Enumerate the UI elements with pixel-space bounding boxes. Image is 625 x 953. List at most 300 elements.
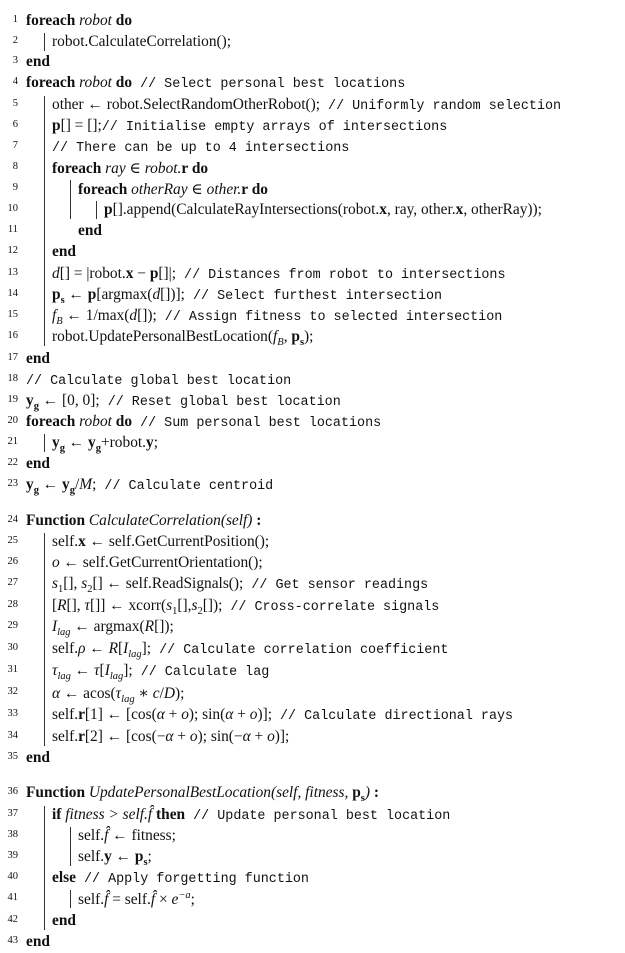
code-token: = self. bbox=[108, 891, 151, 909]
keyword-text: g bbox=[59, 443, 65, 455]
keyword-text: do bbox=[111, 413, 133, 430]
code-token: D bbox=[163, 685, 175, 702]
code-token: f bbox=[272, 328, 278, 345]
keyword-text: end bbox=[26, 350, 50, 367]
code-token: f̂ bbox=[150, 891, 156, 909]
code-line bbox=[0, 911, 625, 932]
comment-text: // Reset global best location bbox=[99, 395, 341, 410]
keyword-text: p bbox=[291, 328, 300, 345]
code-token: robot.UpdatePersonalBestLocation( bbox=[52, 328, 273, 345]
code-token: I bbox=[104, 662, 110, 679]
code-token: lag bbox=[121, 694, 135, 706]
code-token: [1] ← [cos( bbox=[84, 706, 157, 723]
comment-text: // Sum personal best locations bbox=[132, 416, 382, 431]
code-line bbox=[0, 847, 625, 868]
code-token: o bbox=[267, 728, 275, 745]
code-line bbox=[0, 391, 625, 412]
keyword-text: y bbox=[146, 434, 154, 451]
keyword-text: p bbox=[134, 848, 144, 865]
code-line bbox=[0, 475, 625, 496]
code-token: fitness > self.f̂ bbox=[65, 806, 153, 823]
code-text bbox=[52, 307, 502, 327]
comment-text: // Select furthest intersection bbox=[184, 289, 443, 304]
code-text bbox=[104, 201, 542, 219]
code-token: α bbox=[52, 685, 61, 702]
code-text bbox=[52, 159, 208, 178]
code-line bbox=[0, 116, 625, 137]
keyword-text: end bbox=[26, 749, 50, 766]
line-number: 16 bbox=[7, 330, 18, 341]
keyword-text: g bbox=[33, 401, 39, 413]
line-number: 30 bbox=[7, 642, 18, 653]
code-token: / bbox=[159, 685, 164, 702]
code-line bbox=[0, 32, 625, 53]
code-token: )]; bbox=[274, 728, 290, 745]
code-token: ; bbox=[147, 848, 152, 865]
keyword-text: p bbox=[104, 201, 113, 218]
code-line bbox=[0, 285, 625, 306]
keyword-text: y bbox=[26, 392, 34, 409]
line-number: 8 bbox=[12, 161, 18, 172]
code-token: ← self.GetCurrentOrientation(); bbox=[59, 554, 263, 571]
code-token: s bbox=[52, 575, 58, 592]
code-token: [], bbox=[177, 597, 192, 614]
code-token: UpdatePersonalBestLocation(self, fitness, bbox=[88, 784, 353, 801]
code-token: + bbox=[164, 706, 182, 723]
code-text bbox=[26, 350, 50, 368]
code-token: − bbox=[133, 265, 150, 282]
code-token: []); bbox=[154, 618, 174, 635]
code-line bbox=[0, 221, 625, 242]
line-number: 11 bbox=[7, 224, 18, 235]
code-token: ]; bbox=[123, 662, 133, 679]
code-line bbox=[0, 11, 625, 32]
code-token: d bbox=[129, 307, 138, 324]
keyword-text: p bbox=[352, 784, 361, 801]
code-text bbox=[52, 138, 349, 156]
comment-text: // Update personal best location bbox=[185, 809, 451, 824]
code-token: +robot. bbox=[101, 434, 147, 451]
comment-text: // There can be up to 4 intersections bbox=[52, 141, 350, 156]
code-token: ← self.GetCurrentPosition(); bbox=[85, 533, 270, 550]
code-text bbox=[52, 869, 309, 887]
code-token: ); sin( bbox=[188, 706, 226, 723]
line-number: 24 bbox=[7, 514, 18, 525]
keyword-text: do bbox=[111, 12, 133, 29]
code-text bbox=[52, 684, 184, 705]
keyword-text: p bbox=[52, 117, 61, 134]
keyword-text: Function bbox=[26, 512, 89, 529]
code-token: + bbox=[233, 706, 250, 723]
code-token: ← bbox=[111, 848, 135, 865]
line-number: 3 bbox=[12, 55, 18, 66]
code-token: ← 1/max( bbox=[62, 307, 130, 324]
code-line bbox=[0, 137, 625, 158]
code-token: R bbox=[108, 640, 118, 657]
comment-text: // Cross-correlate signals bbox=[222, 600, 440, 615]
code-token: []|; bbox=[158, 265, 177, 282]
code-line bbox=[0, 370, 625, 391]
code-token: τ bbox=[84, 597, 91, 614]
comment-text: // Calculate centroid bbox=[96, 479, 274, 494]
keyword-text: foreach bbox=[26, 413, 80, 430]
comment-text: // Initialise empty arrays of intersections bbox=[101, 120, 448, 135]
keyword-text: end bbox=[78, 222, 102, 239]
code-text bbox=[78, 890, 195, 909]
code-text bbox=[52, 265, 505, 283]
code-token: d bbox=[52, 265, 60, 282]
code-token: f̂ bbox=[104, 827, 109, 844]
code-text bbox=[52, 597, 439, 617]
keyword-text: s bbox=[60, 295, 65, 307]
code-token: robot. bbox=[144, 160, 182, 177]
code-token: τ bbox=[52, 662, 58, 679]
line-number: 14 bbox=[7, 288, 18, 299]
line-number: 41 bbox=[7, 892, 18, 903]
code-token: α bbox=[242, 728, 251, 745]
code-token: other. bbox=[206, 181, 242, 198]
code-token: × bbox=[155, 891, 172, 909]
code-line bbox=[0, 306, 625, 327]
keyword-text: : bbox=[369, 784, 379, 801]
code-text bbox=[52, 434, 158, 454]
code-token: [].append(CalculateRayIntersections(robot. bbox=[112, 201, 380, 218]
code-text bbox=[52, 117, 447, 135]
line-number: 4 bbox=[12, 76, 18, 87]
line-number: 6 bbox=[12, 119, 18, 130]
keyword-text: s bbox=[143, 857, 148, 869]
code-token: ← bbox=[38, 476, 63, 493]
code-token: 1 bbox=[58, 584, 64, 596]
keyword-text: p bbox=[149, 265, 159, 282]
line-number: 42 bbox=[7, 914, 18, 925]
code-token: []); bbox=[137, 307, 157, 324]
code-text bbox=[78, 827, 176, 845]
code-text bbox=[26, 512, 261, 530]
code-text bbox=[52, 554, 263, 572]
line-number: 34 bbox=[7, 730, 18, 741]
line-number: 10 bbox=[7, 203, 18, 214]
code-token: B bbox=[277, 337, 284, 349]
code-token: τ bbox=[94, 662, 100, 679]
line-number: 2 bbox=[12, 35, 18, 46]
code-token: ← bbox=[64, 286, 88, 303]
code-token: ← bbox=[85, 640, 109, 657]
code-text bbox=[26, 392, 341, 412]
keyword-text: y bbox=[52, 434, 60, 451]
code-text bbox=[78, 222, 102, 240]
code-token: f bbox=[52, 307, 57, 324]
code-line bbox=[0, 511, 625, 532]
line-number: 35 bbox=[7, 751, 18, 762]
code-token: ∗ bbox=[134, 685, 153, 702]
code-token: lag bbox=[57, 671, 71, 683]
code-token: R bbox=[144, 618, 155, 635]
code-line bbox=[0, 683, 625, 704]
code-text bbox=[26, 74, 405, 92]
code-text bbox=[52, 286, 442, 306]
code-token: [ bbox=[117, 640, 124, 657]
keyword-text: y bbox=[88, 434, 96, 451]
code-token: robot bbox=[79, 74, 112, 91]
code-text bbox=[52, 662, 269, 682]
code-token: o bbox=[249, 706, 258, 723]
code-token: ← fitness; bbox=[108, 827, 176, 844]
code-token: robot.CalculateCorrelation(); bbox=[52, 33, 232, 50]
code-token: robot bbox=[79, 12, 112, 29]
code-line bbox=[0, 52, 625, 73]
code-line bbox=[0, 200, 625, 221]
code-token: lag bbox=[128, 649, 142, 661]
keyword-text: do bbox=[111, 74, 133, 91]
code-token: [], bbox=[66, 597, 85, 614]
keyword-text: s bbox=[360, 793, 365, 805]
code-token: [2] ← [cos(− bbox=[84, 728, 166, 745]
line-number: 32 bbox=[7, 686, 18, 697]
line-number: 7 bbox=[12, 140, 18, 151]
code-text bbox=[52, 33, 231, 51]
code-token: s bbox=[166, 597, 173, 614]
comment-text: // Calculate global best location bbox=[26, 374, 292, 389]
code-token: M bbox=[79, 476, 93, 493]
keyword-text: s bbox=[299, 337, 305, 349]
line-number: 17 bbox=[7, 352, 18, 363]
code-token: ; bbox=[153, 434, 158, 451]
code-token: −a bbox=[178, 890, 191, 901]
code-line bbox=[0, 805, 625, 826]
code-token: 2 bbox=[87, 584, 93, 596]
keyword-text: end bbox=[26, 933, 50, 950]
code-line bbox=[0, 412, 625, 433]
code-line bbox=[0, 158, 625, 179]
code-token: [] = []; bbox=[60, 117, 102, 134]
keyword-text: : bbox=[252, 512, 262, 529]
line-number: 22 bbox=[7, 457, 18, 468]
keyword-text: x bbox=[379, 201, 387, 218]
code-token: ← argmax( bbox=[70, 618, 145, 635]
code-token: ); bbox=[175, 685, 185, 702]
code-text bbox=[52, 575, 428, 595]
code-token: ) bbox=[364, 784, 370, 801]
keyword-text: y bbox=[62, 476, 70, 493]
code-text bbox=[52, 96, 561, 114]
code-line bbox=[0, 553, 625, 574]
code-token: f̂ bbox=[104, 891, 109, 909]
code-token: ray bbox=[105, 160, 126, 177]
code-token: self. bbox=[78, 891, 105, 909]
code-text bbox=[52, 328, 313, 348]
code-token: + bbox=[173, 728, 190, 745]
code-token: []] ← xcorr( bbox=[90, 597, 167, 614]
code-token: [], bbox=[63, 575, 82, 592]
line-number: 37 bbox=[7, 808, 18, 819]
code-token: o bbox=[181, 706, 189, 723]
code-text bbox=[78, 180, 268, 199]
code-text bbox=[52, 706, 513, 724]
code-line bbox=[0, 826, 625, 847]
code-text bbox=[52, 618, 174, 638]
code-line bbox=[0, 639, 625, 660]
code-text bbox=[26, 53, 50, 71]
code-line bbox=[0, 748, 625, 769]
code-token: ]; bbox=[141, 640, 152, 657]
code-token: I bbox=[52, 618, 58, 635]
comment-text: // Get sensor readings bbox=[243, 578, 429, 593]
code-token: [])]; bbox=[160, 286, 185, 303]
code-line bbox=[0, 349, 625, 370]
code-text bbox=[52, 533, 269, 551]
line-number: 43 bbox=[7, 935, 18, 946]
code-token: self. bbox=[52, 640, 79, 657]
code-token: [ bbox=[99, 662, 105, 679]
code-token: c bbox=[152, 685, 160, 702]
keyword-text: r bbox=[181, 160, 188, 177]
code-token: []); bbox=[202, 597, 223, 614]
keyword-text: then bbox=[152, 806, 186, 823]
code-token: e bbox=[171, 891, 179, 909]
line-number: 40 bbox=[7, 871, 18, 882]
code-line bbox=[0, 889, 625, 910]
code-token: B bbox=[56, 316, 63, 328]
code-text bbox=[52, 912, 76, 930]
code-line bbox=[0, 868, 625, 889]
code-token: self. bbox=[78, 827, 105, 844]
code-token: 2 bbox=[197, 606, 203, 618]
line-number: 31 bbox=[7, 664, 18, 675]
line-number: 15 bbox=[7, 309, 18, 320]
line-number: 1 bbox=[12, 14, 18, 25]
code-token: CalculateCorrelation(self) bbox=[88, 512, 253, 529]
code-token: 1 bbox=[172, 606, 178, 618]
line-number: 26 bbox=[7, 556, 18, 567]
keyword-text: r bbox=[78, 706, 85, 723]
code-token: α bbox=[156, 706, 165, 723]
code-token: ; bbox=[190, 891, 195, 909]
comment-text: // Distances from robot to intersections bbox=[176, 268, 506, 283]
keyword-text: do bbox=[247, 181, 268, 198]
code-token: [] ← self.ReadSignals(); bbox=[92, 575, 244, 592]
code-text bbox=[26, 455, 50, 473]
comment-text: // Uniformly random selection bbox=[320, 99, 562, 114]
code-token: [argmax( bbox=[96, 286, 153, 303]
code-line bbox=[0, 705, 625, 726]
code-token: ∈ bbox=[187, 181, 207, 198]
keyword-text: r bbox=[241, 181, 248, 198]
keyword-text: end bbox=[52, 243, 76, 260]
code-line bbox=[0, 264, 625, 285]
code-token: [ bbox=[52, 597, 58, 614]
line-number: 9 bbox=[12, 182, 18, 193]
code-token: α bbox=[225, 706, 234, 723]
code-line bbox=[0, 783, 625, 804]
code-line bbox=[0, 242, 625, 263]
code-text bbox=[26, 12, 132, 30]
keyword-text: x bbox=[455, 201, 464, 218]
comment-text: // Calculate directional rays bbox=[271, 709, 514, 724]
comment-text: // Calculate correlation coefficient bbox=[151, 643, 449, 658]
code-token: + bbox=[250, 728, 268, 745]
code-token: robot bbox=[79, 413, 112, 430]
code-line bbox=[0, 727, 625, 748]
line-number: 27 bbox=[7, 577, 18, 588]
code-token: o bbox=[189, 728, 198, 745]
code-token: τ bbox=[115, 685, 122, 702]
code-token: )]; bbox=[257, 706, 272, 723]
code-line bbox=[0, 454, 625, 475]
code-line bbox=[0, 617, 625, 638]
code-token: [] = |robot. bbox=[59, 265, 126, 282]
keyword-text: if bbox=[52, 806, 66, 823]
code-token: I bbox=[123, 640, 129, 657]
code-token: ← [0, 0]; bbox=[38, 392, 100, 409]
code-line bbox=[0, 932, 625, 953]
code-line bbox=[0, 661, 625, 682]
code-text bbox=[26, 476, 273, 496]
code-token: R bbox=[57, 597, 67, 614]
line-number: 19 bbox=[7, 394, 18, 405]
code-text bbox=[26, 413, 381, 431]
code-token: other ← robot.SelectRandomOtherRobot(); bbox=[52, 96, 320, 113]
keyword-text: Function bbox=[26, 784, 89, 801]
code-token: d bbox=[152, 286, 161, 303]
line-number: 5 bbox=[12, 98, 18, 109]
keyword-text: end bbox=[26, 455, 50, 472]
code-token: self. bbox=[52, 728, 79, 745]
code-token: ← acos( bbox=[60, 685, 116, 702]
keyword-text: r bbox=[78, 728, 85, 745]
code-token: s bbox=[81, 575, 88, 592]
line-number: 20 bbox=[7, 415, 18, 426]
code-token: ← bbox=[64, 434, 89, 451]
code-token: lag bbox=[109, 671, 124, 683]
line-number: 23 bbox=[7, 478, 18, 489]
code-text bbox=[26, 749, 50, 767]
line-number: 13 bbox=[7, 267, 18, 278]
keyword-text: p bbox=[87, 286, 97, 303]
code-token: s bbox=[191, 597, 198, 614]
code-token: α bbox=[165, 728, 174, 745]
code-token: otherRay bbox=[131, 181, 188, 198]
code-line bbox=[0, 73, 625, 94]
code-token: , bbox=[283, 328, 292, 345]
code-token: / bbox=[75, 476, 80, 493]
code-token: self. bbox=[78, 848, 105, 865]
keyword-text: end bbox=[52, 912, 76, 929]
code-text bbox=[52, 806, 450, 824]
keyword-text: y bbox=[26, 476, 34, 493]
code-token: o bbox=[52, 554, 60, 571]
line-number: 29 bbox=[7, 620, 18, 631]
keyword-text: foreach bbox=[26, 12, 80, 29]
line-number: 25 bbox=[7, 535, 18, 546]
keyword-text: foreach bbox=[78, 181, 132, 198]
code-token: ); sin(− bbox=[197, 728, 243, 745]
line-number: 18 bbox=[7, 373, 18, 384]
keyword-text: else bbox=[52, 869, 76, 886]
line-number: 39 bbox=[7, 850, 18, 861]
comment-text: // Select personal best locations bbox=[132, 77, 406, 92]
code-token: lag bbox=[57, 627, 71, 639]
code-line bbox=[0, 596, 625, 617]
code-token: self. bbox=[52, 706, 79, 723]
keyword-text: foreach bbox=[52, 160, 106, 177]
keyword-text: g bbox=[33, 485, 39, 497]
keyword-text: x bbox=[125, 265, 134, 282]
keyword-text: y bbox=[104, 848, 112, 865]
code-text bbox=[52, 640, 448, 660]
code-token: , ray, other. bbox=[386, 201, 456, 218]
keyword-text: g bbox=[69, 485, 75, 497]
